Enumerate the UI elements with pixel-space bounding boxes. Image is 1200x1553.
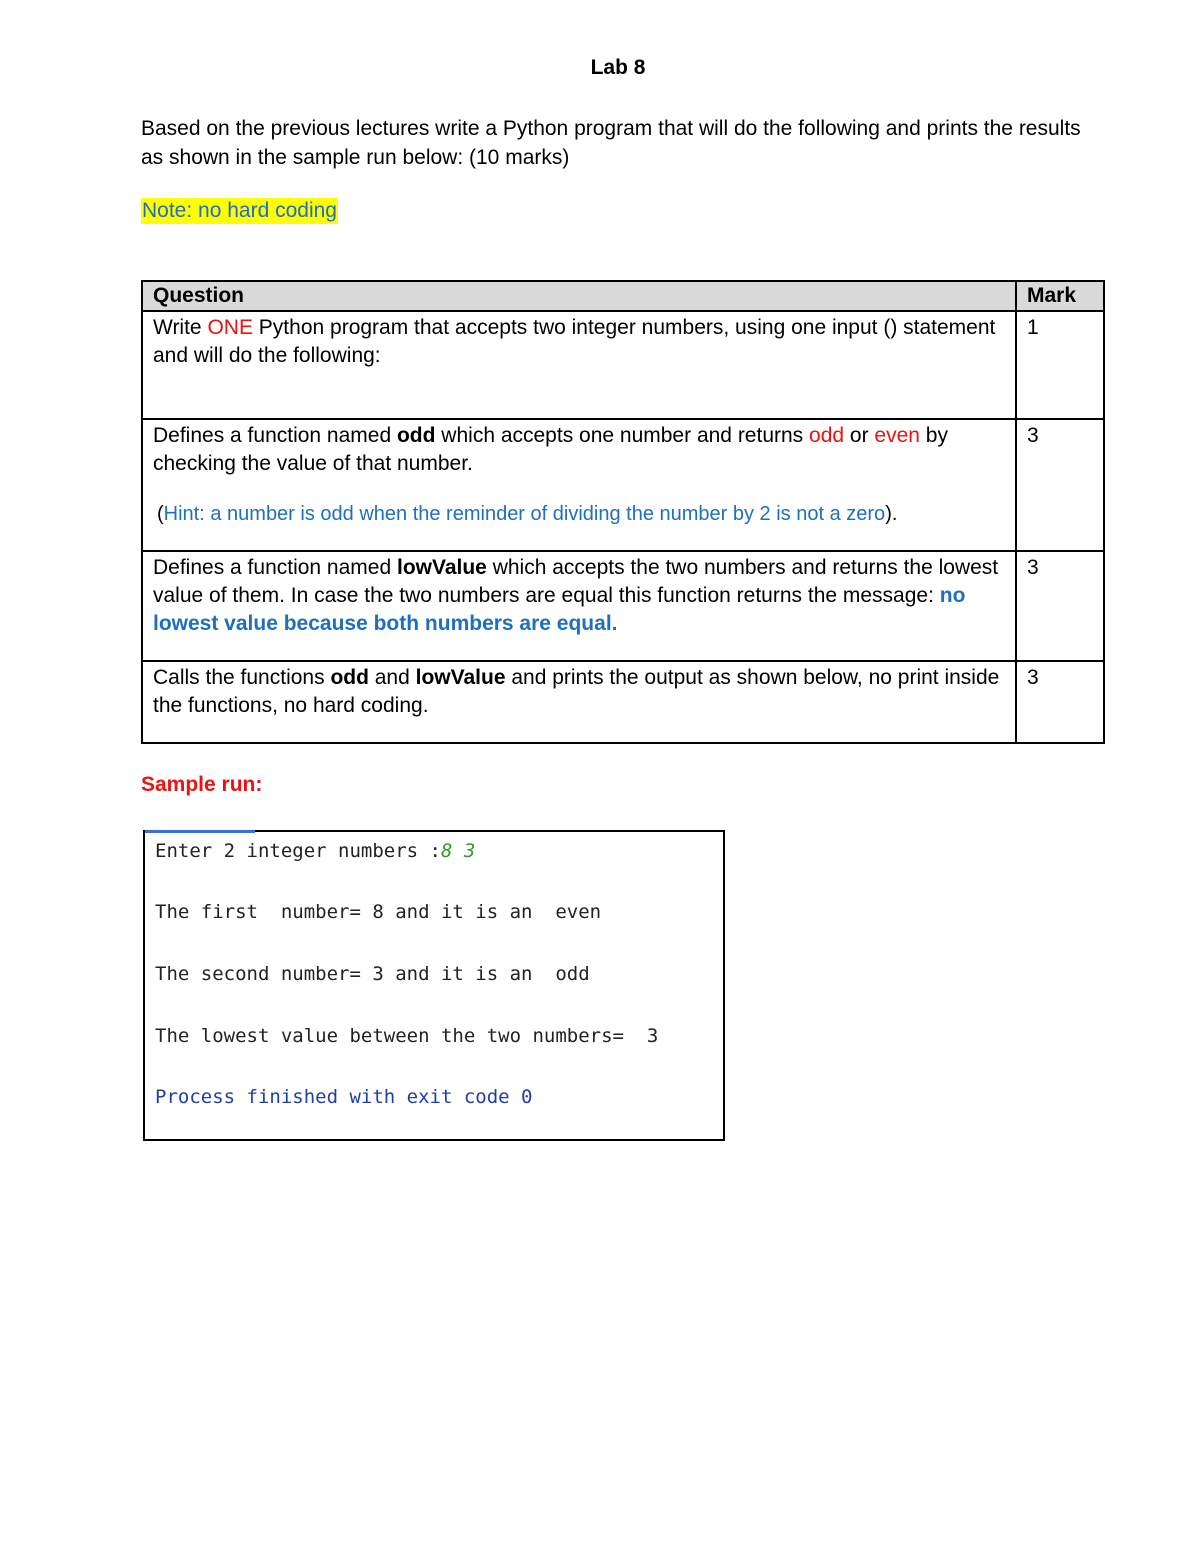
return-even: even [874, 424, 920, 447]
question-text: Defines a function named [153, 556, 397, 579]
hint-paren: ( [157, 503, 164, 525]
question-cell [142, 311, 1016, 419]
table-row [142, 661, 1104, 743]
mark-header: Mark [1016, 281, 1104, 311]
function-name-lowvalue: lowValue [396, 556, 487, 579]
page-title: Lab 8 [590, 56, 646, 79]
question-cell [142, 419, 1016, 551]
question-text: which accepts the two numbers and returns the lowest value of them. In case the two numbers are equal this function returns the message: [153, 556, 999, 607]
hint-paren: ). [885, 503, 898, 525]
console-user-input: 8 3 [440, 840, 476, 862]
marks-table [141, 280, 1105, 744]
function-name-odd: odd [396, 424, 436, 447]
function-name-lowvalue: lowValue [415, 666, 506, 689]
return-odd: odd [809, 424, 845, 447]
question-text: or [844, 424, 875, 447]
console-output-line: The second number= 3 and it is an odd [155, 963, 590, 985]
question-text: which accepts one number and returns [435, 424, 810, 447]
question-header: Question [142, 281, 1016, 311]
question-cell [142, 661, 1016, 743]
question-text: Defines a function named [153, 424, 397, 447]
note-highlight: Note: no hard coding [142, 199, 337, 222]
question-text: Python program that accepts two integer numbers, using one input () statement and will do the following: [153, 316, 996, 367]
emphasis-one: ONE [207, 316, 253, 339]
table-header-row [142, 281, 1104, 311]
mark-cell: 3 [1016, 661, 1104, 743]
console-accent-bar [145, 830, 255, 833]
table-row [142, 419, 1104, 551]
question-cell [142, 551, 1016, 661]
question-text: and [368, 666, 416, 689]
console-prompt: Enter 2 integer numbers : [155, 840, 441, 862]
hint-text [153, 500, 1005, 528]
question-text: Write [153, 316, 208, 339]
function-name-odd: odd [330, 666, 369, 689]
console-output-line: The first number= 8 and it is an even [155, 901, 602, 923]
console-output-line: The lowest value between the two numbers= 3 [155, 1025, 659, 1047]
hint-body: Hint: a number is odd when the reminder of dividing the number by 2 is not a zero [163, 503, 886, 525]
question-text: and prints the output as shown below, no print inside the functions, no hard coding. [153, 666, 1000, 717]
intro-paragraph: Based on the previous lectures write a Python program that will do the following and prints the results as shown in the sample run below: (10 marks) [141, 117, 1081, 169]
question-text: Calls the functions [153, 666, 331, 689]
console-output [143, 830, 725, 1141]
console-exit-line: Process finished with exit code 0 [155, 1086, 533, 1108]
mark-cell: 3 [1016, 551, 1104, 661]
console-prompt-line [155, 840, 475, 862]
equal-message: no lowest value because both numbers are equal. [153, 584, 966, 635]
mark-cell: 1 [1016, 311, 1104, 419]
question-text: by checking the value of that number. [153, 424, 948, 475]
table-row [142, 551, 1104, 661]
sample-run-label: Sample run: [141, 773, 263, 796]
mark-cell: 3 [1016, 419, 1104, 551]
table-row [142, 311, 1104, 419]
